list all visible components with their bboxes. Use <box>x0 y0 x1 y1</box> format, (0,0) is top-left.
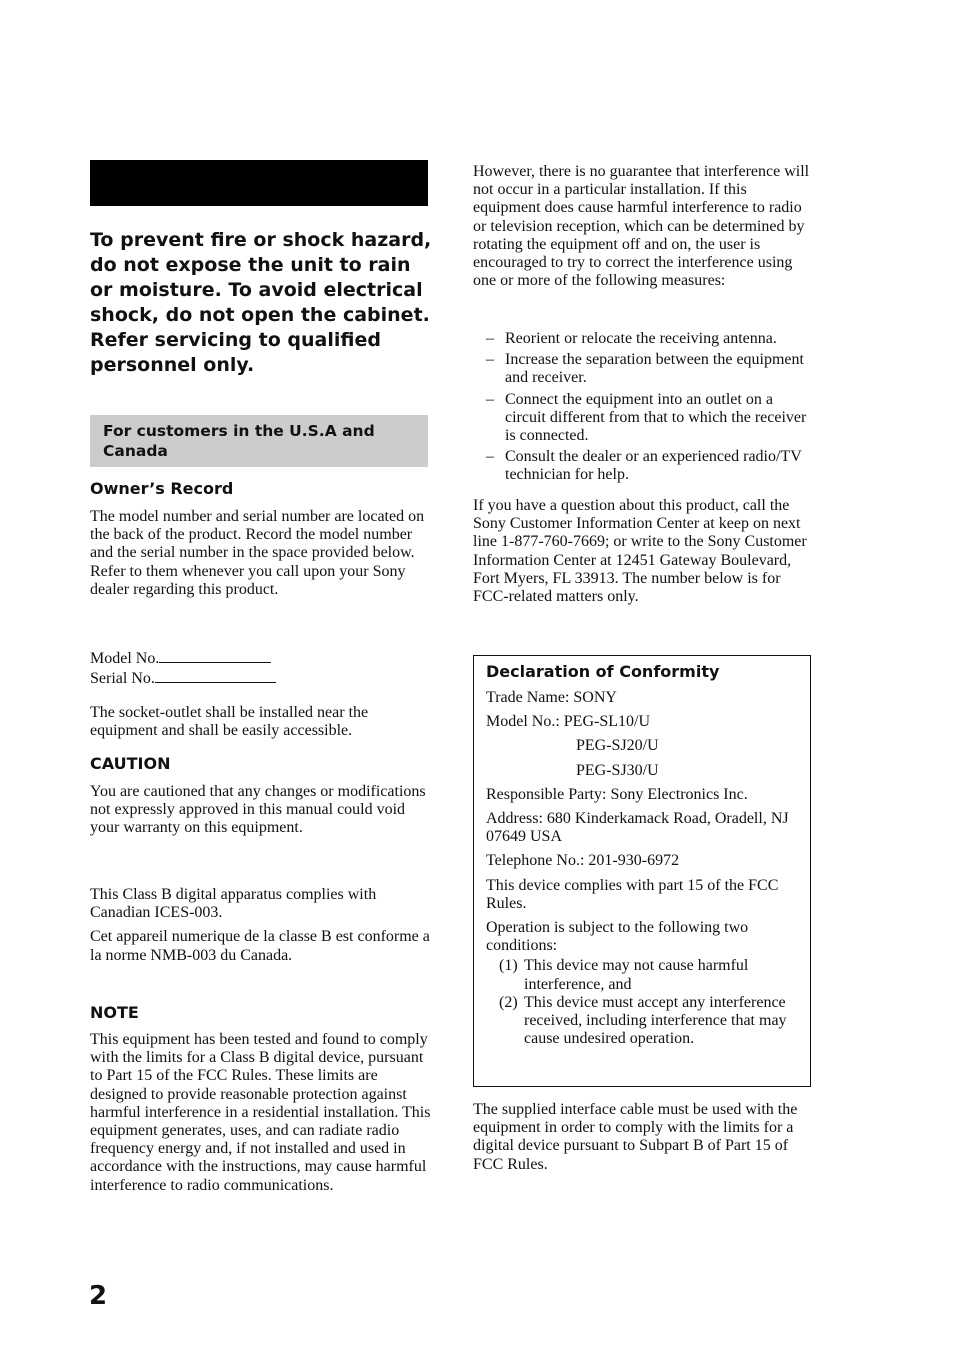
owners-record-text: The model number and serial number are located on the back of the product. Record the model number and the serial number in the space provided below. Refer to them whenever you call upon your Sony dealer regarding this product. <box>90 508 425 598</box>
condition-item: (2) This device must accept any interference received, including interference that may cause undesired operation. <box>499 993 787 1048</box>
operation-conditions: Operation is subject to the following two conditions: <box>486 919 749 955</box>
declaration-of-conformity-box <box>473 655 811 1087</box>
serial-record-line <box>90 668 435 688</box>
dash-marker: – <box>486 330 494 347</box>
socket-block <box>90 704 435 740</box>
cable-text: The supplied interface cable must be used with the equipment in order to comply with the limits for a digital device pursuant to Subpart B of Part 15 of FCC Rules. <box>473 1101 798 1173</box>
class-b-english: This Class B digital apparatus complies with Canadian ICES-003. <box>90 886 377 922</box>
safety-warning: To prevent fire or shock hazard, do not expose the unit to rain or moisture. To avoid electrical shock, do not open the cabinet. Refer servicing to qualified personnel only. <box>90 229 432 376</box>
address: Address: 680 Kinderkamack Road, Oradell, NJ 07649 USA <box>486 810 789 846</box>
dash-marker: – <box>486 390 494 408</box>
interference-intro-block <box>473 163 815 290</box>
section-title-bar <box>90 160 428 206</box>
measures-list-block <box>473 330 815 488</box>
telephone: Telephone No.: 201-930-6972 <box>486 852 680 870</box>
model-label: Model No. <box>90 650 160 667</box>
measures-list <box>473 330 815 485</box>
contact-text: If you have a question about this product, call the Sony Customer Information Center at keep on next line 1-877-760-7669; or write to the Sony Customer Information Center at 12451 Gateway Boulevard, Fort Myers, FL 33913. The number below is for FCC-related matters only. <box>473 497 807 606</box>
declaration-title: Declaration of Conformity <box>486 662 720 681</box>
caution-heading: CAUTION <box>90 754 171 773</box>
class-b-block <box>90 886 435 965</box>
contact-block <box>473 497 815 606</box>
model-number-line: Model No.: PEG-SL10/U <box>486 713 650 731</box>
record-fields <box>90 648 435 688</box>
dash-marker: – <box>486 351 494 369</box>
measure-item: – Connect the equipment into an outlet on a circuit different from that to which the receiver is connected. <box>486 390 807 445</box>
cable-block <box>473 1101 815 1174</box>
owners-record-block <box>90 508 435 599</box>
page-number: 2 <box>89 1281 108 1311</box>
customers-box <box>90 415 428 467</box>
measure-item: – Increase the separation between the equipment and receiver. <box>486 351 804 387</box>
fcc-compliance: This device complies with part 15 of the FCC Rules. <box>486 876 779 912</box>
dash-marker: – <box>486 448 494 466</box>
caution-block <box>90 783 435 838</box>
conditions-list <box>486 957 798 1048</box>
model-number-3: PEG-SJ30/U <box>576 761 659 779</box>
class-b-french: Cet appareil numerique de la classe B est conforme a la norme NMB-003 du Canada. <box>90 928 430 964</box>
model-number-2: PEG-SJ20/U <box>576 737 659 755</box>
measure-item: – Reorient or relocate the receiving antenna. <box>486 330 777 347</box>
socket-text: The socket-outlet shall be installed near the equipment and shall be easily accessible. <box>90 704 369 740</box>
condition-item: (1) This device may not cause harmful interference, and <box>499 957 749 993</box>
trade-name: Trade Name: SONY <box>486 689 617 706</box>
responsible-party: Responsible Party: Sony Electronics Inc. <box>486 785 748 803</box>
customers-box-title: For customers in the U.S.A and Canada <box>103 422 375 460</box>
owners-record-heading: Owner’s Record <box>90 479 234 498</box>
note-text: This equipment has been tested and found to comply with the limits for a Class B digital device, pursuant to Part 15 of the FCC Rules. These limits are designed to provide reasonable protection against harmful interference in a residential installation. This equipment generates, uses, and can radiate radio frequency energy and, if not installed and used in accordance with the instructions, may cause harmful interference to radio communications. <box>90 1031 431 1194</box>
measure-item: – Consult the dealer or an experienced radio/TV technician for help. <box>486 448 802 484</box>
note-heading: NOTE <box>90 1003 139 1022</box>
note-block <box>90 1031 435 1195</box>
model-record-line <box>90 648 435 668</box>
serial-label: Serial No. <box>90 670 155 688</box>
interference-intro: However, there is no guarantee that interference will not occur in a particular installation. If this equipment does cause harmful interference to radio or television reception, which can be determined by rotating the equipment off and on, the user is encouraged to try to correct the interference using one or more of the following measures: <box>473 163 810 290</box>
caution-text: You are cautioned that any changes or modifications not expressly approved in this manual could void your warranty on this equipment. <box>90 783 426 837</box>
serial-blank <box>155 668 276 683</box>
model-blank <box>159 648 271 663</box>
